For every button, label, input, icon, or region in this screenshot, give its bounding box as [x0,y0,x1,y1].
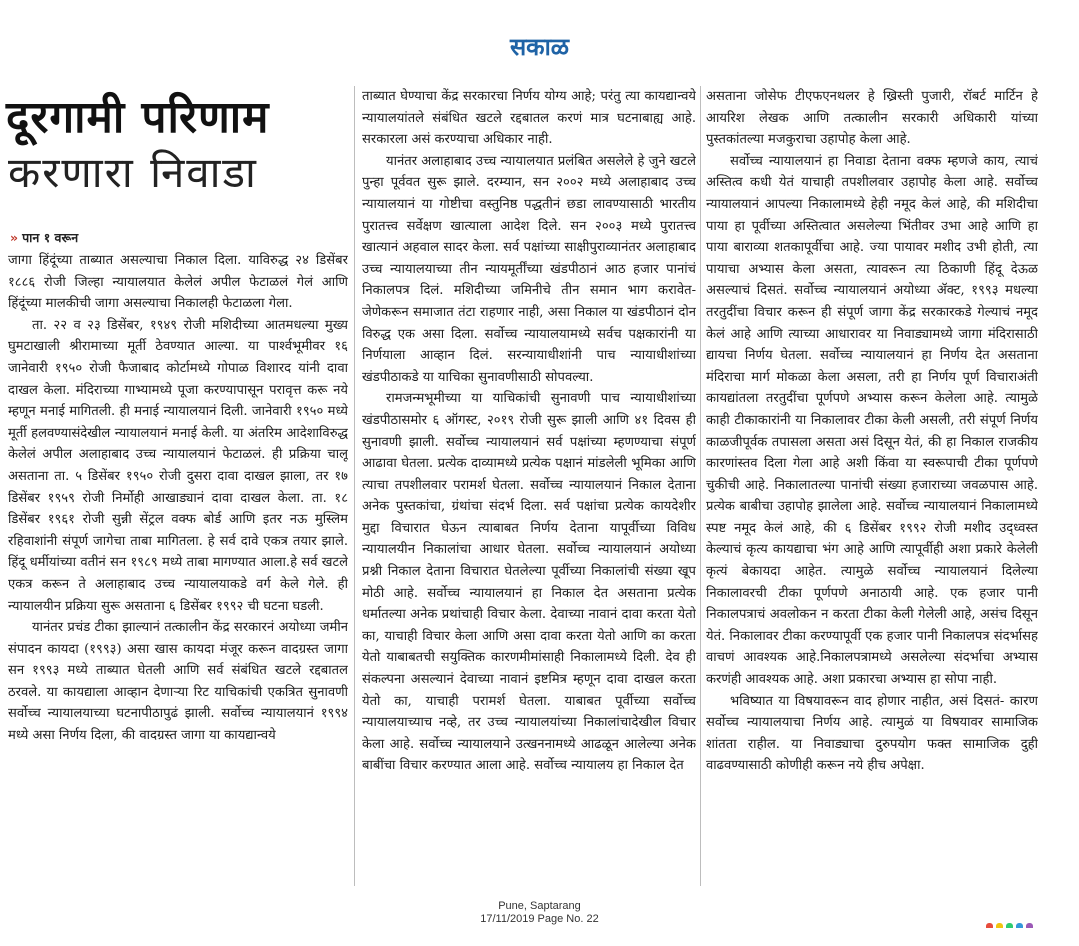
paragraph: जागा हिंदूंच्या ताब्यात असल्याचा निकाल दिला. याविरुद्ध २४ डिसेंबर १८८६ रोजी जिल्हा न्यायालयात केलेलं अपील फेटाळलं गेलं आणि हिंदूंच्या मालकीची जागा असल्याचा निकालही फेटाळला गेला. [8,253,348,312]
dot-icon [1016,923,1023,928]
continued-label: पान १ वरून [22,230,79,245]
article-column-3 [706,86,1038,896]
article-column-1 [8,250,348,890]
paragraph: ता. २२ व २३ डिसेंबर, १९४९ रोजी मशिदीच्या आतमधल्या मुख्य घुमटाखाली श्रीरामाच्या मूर्ती ठेवण्यात आल्या. या पार्श्वभूमीवर १६ जानेवारी १९५० रोजी फैजाबाद कोर्टामध्ये गोपाळ विशारद यांनी दावा दाखल केला. मंदिराच्या गाभ्यामध्ये पूजा करण्यापासून परावृत्त करू नये म्हणून मनाई मागितली. ही मनाई न्यायालयानं दिली. जानेवारी १९५० मध्ये मूर्ती हलवण्यासंदेखील न्यायालयानं मनाई केली. या अंतरिम आदेशाविरुद्ध केलेलं अपील अलाहाबाद उच्च न्यायालयानं फेटाळलं. ही प्रक्रिया चालू असताना ता. ५ डिसेंबर १९५० रोजी दुसरा दावा दाखल झाला, तर १७ डिसेंबर १९५९ रोजी निर्मोही आखाड्यानं दावा दाखल केला. ता. १८ डिसेंबर १९६१ रोजी सुन्नी सेंट्रल वक्फ बोर्ड आणि इतर नऊ मुस्लिम रहिवाशांनी संपूर्ण जागेचा ताबा मागितला. हे सर्व दावे एकत्र तयार झाले. हिंदू धर्मीयांच्या वतीनं सन १९८९ मध्ये ताबा मागण्यात आला.हे सर्व खटले एकत्र करून ते अलाहाबाद उच्च न्यायालयाकडे वर्ग केले गेले. ही न्यायालयीन प्रक्रिया सुरू असताना ६ डिसेंबर १९९२ ची घटना घडली. [8,317,348,614]
headline-line-2: करणारा निवाडा [8,148,258,197]
paragraph: ताब्यात घेण्याचा केंद्र सरकारचा निर्णय योग्य आहे; परंतु त्या कायद्यान्वये न्यायालयांतले संबंधित खटले रद्दबातल करणं मात्र घटनाबाह्य आहे. सरकारला असं करण्याचा अधिकार नाही. [362,89,696,148]
masthead-logo: सकाळ [509,33,570,61]
double-chevron-icon: » [10,230,19,245]
paragraph: यानंतर प्रचंड टीका झाल्यानं तत्कालीन केंद्र सरकारनं अयोध्या जमीन संपादन कायदा (१९९३) असा खास कायदा मंजूर करून वादग्रस्त जागा सन १९९३ मध्ये ताब्यात घेतली आणि सर्व संबंधित खटले रद्दबातल ठरवले. या कायद्याला आव्हान देणाऱ्या रिट याचिकांची एकत्रित सुनावणी सर्वोच्च न्यायालयाच्या घटनापीठापुढं झाली. सर्वोच्च न्यायालयानं १९९४ मध्ये असा निर्णय दिला, की वादग्रस्त जागा या कायद्यान्वये [8,620,348,744]
article-column-2 [362,86,696,896]
paragraph: भविष्यात या विषयावरून वाद होणार नाहीत, असं दिसतं- कारण सर्वोच्च न्यायालयाचा निर्णय आहे. त्यामुळं या विषयावर सामाजिक शांतता राहील. या निवाड्याचा दुरुपयोग फक्त सामाजिक दुही वाढवण्यासाठी कोणीही करून नये हीच अपेक्षा. [706,693,1038,774]
paragraph: सर्वोच्च न्यायालयानं हा निवाडा देताना वक्फ म्हणजे काय, त्याचं अस्तित्व कधी येतं याचाही तपशीलवार उहापोह केला आहे. सर्वोच्च न्यायालयानं आपल्या निकालामध्ये हेही नमूद केलं आहे, की मशिदीचा पाया हा पूर्वीच्या अस्तित्वात असलेल्या भिंतीवर उभा आहे आणि हा पाया बाराव्या शतकापूर्वीचा आहे. ज्या पायावर मशीद उभी होती, त्या पायाचा अभ्यास केला असता, त्यावरून त्या ठिकाणी हिंदू देऊळ असल्याचं दिसतं. सर्वोच्च न्यायालयानं अयोध्या ॲक्ट, १९९३ मधल्या तरतुदींचा विचार करून ही संपूर्ण जागा केंद्र सरकारकडे गेल्याचं नमूद केलं आहे आणि त्याच्या आधारावर या निवाड्यामध्ये जागा मंदिरासाठी द्यायचा निर्णय घेतला. सर्वोच्च न्यायालयानं हा निर्णय देत असताना मंदिराचा मार्ग मोकळा केला असला, तरी हा निर्णय पूर्ण विचाराअंती कायद्यांतला तरतुदींचा पूर्णपणे अभ्यास करून केलेला आहे. त्यामुळे काही टीकाकारांनी या निकालावर टीका केली असली, तरी संपूर्ण निर्णय काळजीपूर्वक तपासला असता असं दिसून येतं, की हा निकाल राजकीय कारणांस्तव दिला गेला आहे अशी किंवा या स्वरूपाची टीका पूर्णपणे चुकीची आहे. निकालातल्या पानांची संख्या हजाराच्या जवळपास आहे. प्रत्येक बाबीचा उहापोह झालेला आहे. सर्वोच्च न्यायालयानं निकालामध्ये स्पष्ट नमूद केलं आहे, की ६ डिसेंबर १९९२ रोजी मशीद उद्‌ध्वस्त केल्याचं कृत्य कायद्याचा भंग आहे आणि त्यापूर्वीही अशा प्रकारे केलेली कृत्यं बेकायदा आहेत. त्यामुळे सर्वोच्च न्यायालयानं दिलेल्या निकालावरची टीका पूर्णपणे अनाठायी आहे. एक हजार पानी निकालपत्राचं अवलोकन न करता टीका केली गेलेली आहे, असंच दिसून येतं. निकालावर टीका करण्यापूर्वी एक हजार पानी निकालपत्र संदर्भासह वाचणं आवश्यक आहे.निकालपत्रामध्ये असलेल्या संदर्भाचा अभ्यास करणंही आवश्यक आहे. अशा प्रकारचा अभ्यास हा सोपा नाही. [706,153,1038,688]
headline-line-1: दूरगामी परिणाम [6,92,270,143]
column-divider [354,86,355,886]
footer-edition: Pune, Saptarang [498,900,581,912]
continued-marker [10,229,350,246]
paragraph: यानंतर अलाहाबाद उच्च न्यायालयात प्रलंबित असलेले हे जुने खटले पुन्हा पूर्ववत सुरू झाले. दरम्यान, सन २००२ मध्ये अलाहाबाद उच्च न्यायालयानं या गोष्टीचा वस्तुनिष्ठ पद्धतीनं छडा लावण्यासाठी भारतीय पुरातत्त्व सर्वेक्षण खात्याला आदेश दिले. सन २००३ मध्ये पुरातत्त्व खात्यानं अहवाल सादर केला. सर्व पक्षांच्या साक्षीपुराव्यानंतर अलाहाबाद उच्च न्यायालयाच्या तीन न्यायमूर्तींच्या खंडपीठानं आठ हजार पानांचं निकालपत्र दिलं. मशिदीच्या जमिनीचे तीन समान भाग करावेत- जेणेकरून समाजात तंटा राहणार नाही, असा निकाल या खंडपीठानं दोन विरुद्ध एक असा दिला. सर्वोच्च न्यायालयामध्ये सर्वच पक्षकारांनी या निर्णयाला आव्हान दिलं. सरन्यायाधीशांनी पाच न्यायाधीशांच्या खंडपीठाकडे या याचिका सुनावणीसाठी सोपवल्या. [362,153,696,385]
paragraph: रामजन्मभूमीच्या या याचिकांची सुनावणी पाच न्यायाधीशांच्या खंडपीठासमोर ६ ऑगस्ट, २०१९ रोजी सुरू झाली आणि ४१ दिवस ही सुनावणी झाली. सर्वोच्च न्यायालयानं सर्व पक्षांच्या म्हणण्याचा संपूर्ण आढावा घेतला. प्रत्येक दाव्यामध्ये प्रत्येक पक्षानं मांडलेली भूमिका आणि त्याचा तपशीलवार परामर्श घेतला. सर्वोच्च न्यायालयानं निकाल देताना अनेक पुस्तकांचा, ग्रंथांचा संदर्भ दिला. सर्व पक्षांचा प्रत्येक कायदेशीर मुद्दा विचारात घेऊन त्याबाबत निर्णय देताना यापूर्वीच्या विविध न्यायालयीन निकालांचा आधार घेतला. सर्वोच्च न्यायालयानं अयोध्या प्रश्नी निकाल देताना विचारात घेतलेल्या पूर्वीच्या निकालांची संख्या खूप मोठी आहे. सर्वोच्च न्यायालयानं हा निकाल देत असताना प्रत्येक धर्मातल्या अनेक प्रथांचाही विचार केला. देवाच्या नावानं दावा करता येतो का, याचाही विचार केला आणि असा दावा करता येतो आणि का करता येतो याबाबतची सयुक्तिक कारणमीमांसाही निकालामध्ये दिली. देव ही संकल्पना असल्यानं देवाच्या नावानं इष्टमित्र म्हणून दावा दाखल करता येतो का, याचाही परामर्श घेतला. याबाबत पूर्वीच्या सर्वोच्च न्यायालयाच्याच नव्हे, तर उच्च न्यायालयांच्या निकालांचादेखील विचार केला आहे. सर्वोच्च न्यायालयाने उत्खननामध्ये आढळून आलेल्या अनेक बाबींचा विचार करण्यात आला आहे. सर्वोच्च न्यायालय हा निकाल देत [362,391,696,774]
dot-icon [1026,923,1033,928]
column-divider [700,86,701,886]
paragraph: असताना जोसेफ टीएफएनथलर हे ख्रिस्ती पुजारी, रॉबर्ट मार्टिन हे आयरिश लेखक आणि तत्कालीन सरकारी अधिकारी यांच्या पुस्तकांतल्या मजकुराचा उहापोह केला आहे. [706,89,1038,148]
dot-icon [996,923,1003,928]
dot-icon [1006,923,1013,928]
decorative-dots-icon [986,923,1033,928]
dot-icon [986,923,993,928]
page-footer [0,900,1079,926]
footer-date-page: 17/11/2019 Page No. 22 [480,913,599,925]
